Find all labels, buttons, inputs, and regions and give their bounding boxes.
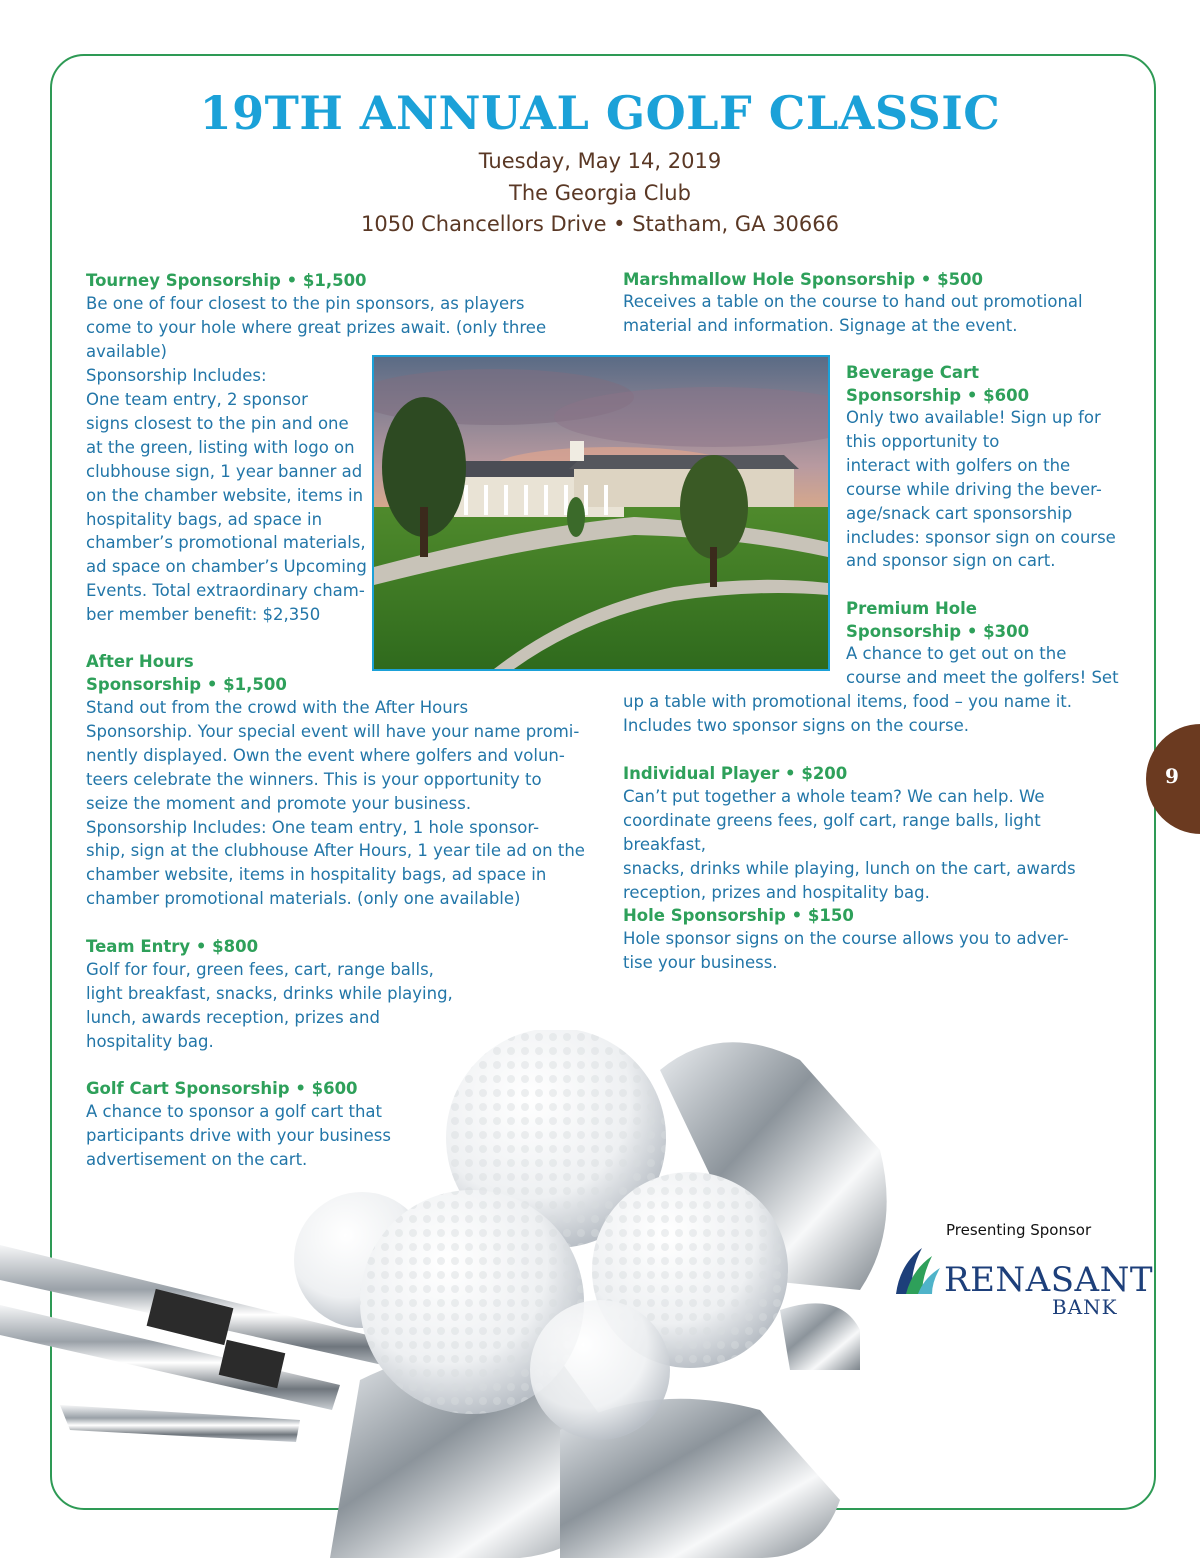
individual-player-heading: Individual Player • $200	[623, 764, 848, 783]
tourney-heading: Tourney Sponsorship • $1,500	[86, 271, 367, 290]
individual-player-body: Can’t put together a whole team? We can help. We coordinate greens fees, golf cart, range balls, light breakfast, snacks, drinks while playing, lunch on the cart, awards reception, prizes and hospitality bag.	[623, 787, 1076, 902]
hole-sponsorship-heading: Hole Sponsorship • $150	[623, 906, 854, 925]
team-entry-body: Golf for four, green fees, cart, range balls, light breakfast, snacks, drinks while playing, lunch, awards reception, prizes and hospitality bag.	[86, 960, 453, 1051]
tourney-intro: Be one of four closest to the pin sponsors, as players come to your hole where great prizes await. (only three available) Sponsorship Includes:	[86, 294, 547, 385]
marshmallow-heading: Marshmallow Hole Sponsorship • $500	[623, 270, 984, 289]
team-entry-heading: Team Entry • $800	[86, 937, 259, 956]
event-date: Tuesday, May 14, 2019	[478, 149, 722, 173]
golf-cart-heading: Golf Cart Sponsorship • $600	[86, 1079, 358, 1098]
tourney-body: One team entry, 2 sponsor signs closest to the pin and one at the green, listing with logo on clubhouse sign, 1 year banner ad on the chamber website, items in hospitality bags, ad space in chamber’s promotional materials, ad space on chamber’s Upcoming Events. Total extraordinary cham- ber member benefit: $2,350	[86, 390, 367, 625]
page-number: 9	[1165, 764, 1179, 788]
after-hours-heading-line2: Sponsorship • $1,500	[86, 675, 287, 694]
page-title: 19TH ANNUAL GOLF CLASSIC	[199, 86, 1001, 140]
premium-body-part2: up a table with promotional items, food – you name it. Includes two sponsor signs on the course.	[623, 692, 1072, 735]
presenting-sponsor-label: Presenting Sponsor	[946, 1221, 1092, 1239]
premium-heading-line2: Sponsorship • $300	[846, 622, 1030, 641]
after-hours-body: Stand out from the crowd with the After Hours Sponsorship. Your special event will have your name promi- nently displayed. Own the event where golfers and volun- teers celebrate the winners. This is your opportunity to seize the moment and promote your business. Sponsorship Includes: One team entry, 1 hole sponsor- ship, sign at the clubhouse After Hours, 1 year tile ad on the chamber website, items in hospitality bags, ad space in chamber promotional materials. (only one available)	[86, 698, 585, 909]
premium-heading-line1: Premium Hole	[846, 599, 977, 618]
event-address: 1050 Chancellors Drive • Statham, GA 30666	[361, 212, 839, 236]
event-venue: The Georgia Club	[509, 181, 691, 205]
hole-sponsorship-body: Hole sponsor signs on the course allows you to adver- tise your business.	[623, 929, 1069, 972]
beverage-heading-line2: Sponsorship • $600	[846, 386, 1030, 405]
premium-body-part1: A chance to get out on the course and meet the golfers! Set	[846, 644, 1119, 687]
golf-cart-body: A chance to sponsor a golf cart that participants drive with your business advertisement on the cart.	[86, 1102, 391, 1169]
georgia-club-photo	[372, 355, 830, 671]
after-hours-heading-line1: After Hours	[86, 652, 194, 671]
beverage-heading-line1: Beverage Cart	[846, 363, 979, 382]
sponsor-bank-name: RENASANT	[944, 1260, 1153, 1300]
renasant-logo-icon	[892, 1244, 944, 1296]
beverage-body: Only two available! Sign up for this opportunity to interact with golfers on the course while driving the bever- age/snack cart sponsorship includes: sponsor sign on course and sponsor sign on cart.	[846, 408, 1116, 571]
sponsor-bank-subtitle: BANK	[1052, 1295, 1118, 1319]
marshmallow-body: Receives a table on the course to hand out promotional material and information. Signage at the event.	[623, 292, 1083, 335]
